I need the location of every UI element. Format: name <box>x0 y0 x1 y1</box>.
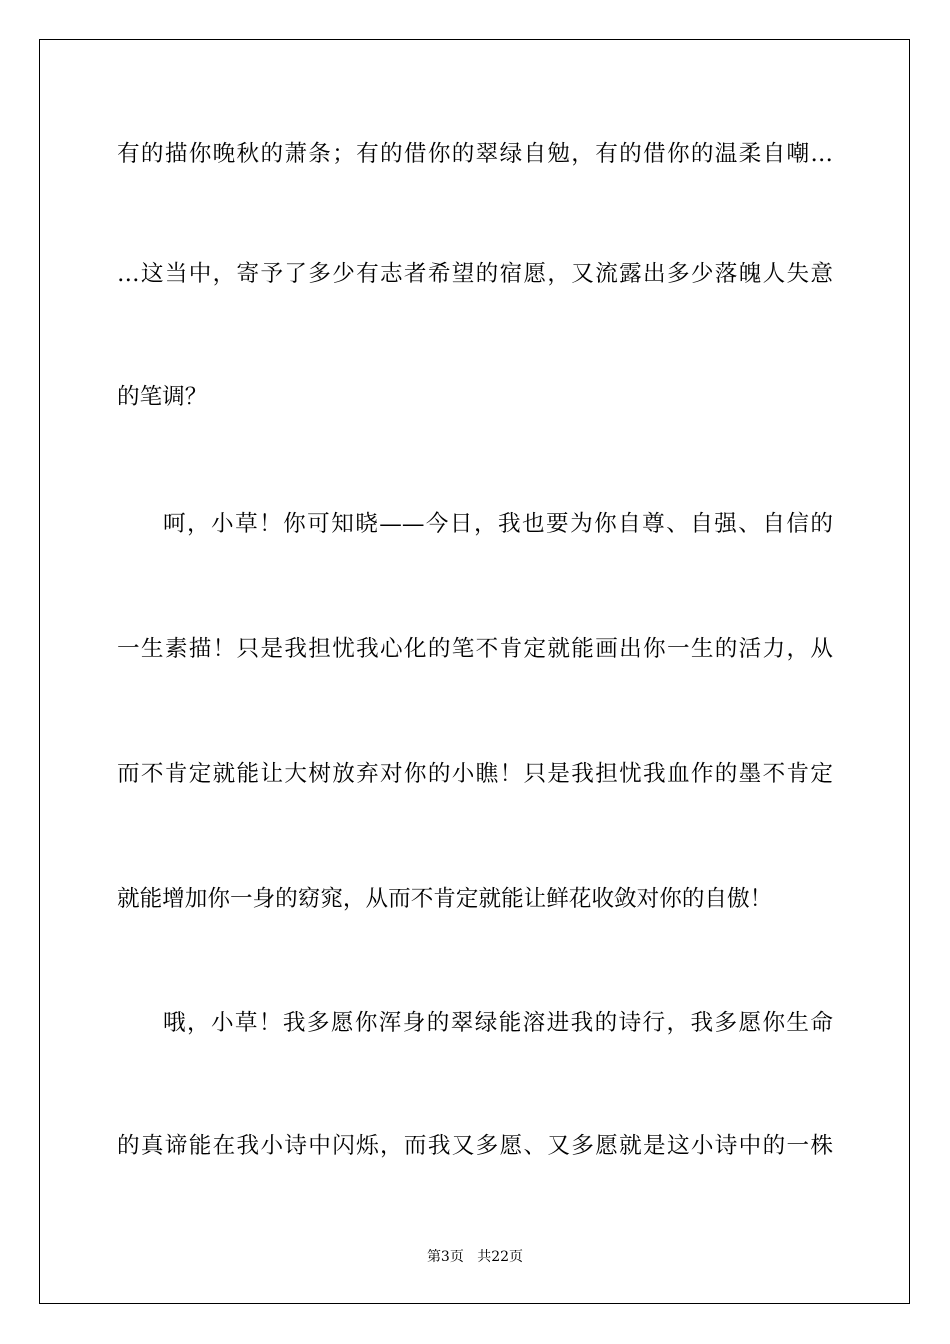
footer-separator <box>464 1249 477 1265</box>
page-total: 共22页 <box>477 1249 524 1265</box>
page-footer <box>0 1246 950 1266</box>
text-line: 一生素描！只是我担忧我心化的笔不肯定就能画出你一生的活力，从 <box>117 636 833 662</box>
text-line: 就能增加你一身的窈窕，从而不肯定就能让鲜花收敛对你的自傲！ <box>117 886 773 912</box>
paragraph-first-line: 哦，小草！我多愿你浑身的翠绿能溶进我的诗行，我多愿你生命 <box>163 1010 833 1036</box>
page-number: 第3页 <box>426 1249 464 1265</box>
text-line: 的笔调？ <box>117 384 208 410</box>
text-line: 有的描你晚秋的萧条；有的借你的翠绿自勉，有的借你的温柔自嘲… <box>117 141 833 167</box>
paragraph-first-line: 呵，小草！你可知晓——今日，我也要为你自尊、自强、自信的 <box>163 511 833 537</box>
text-line: 的真谛能在我小诗中闪烁，而我又多愿、又多愿就是这小诗中的一株 <box>117 1133 833 1159</box>
text-line: …这当中，寄予了多少有志者希望的宿愿，又流露出多少落魄人失意 <box>117 261 833 287</box>
text-line: 而不肯定就能让大树放弃对你的小瞧！只是我担忧我血作的墨不肯定 <box>117 761 833 787</box>
page-border <box>39 39 910 1304</box>
